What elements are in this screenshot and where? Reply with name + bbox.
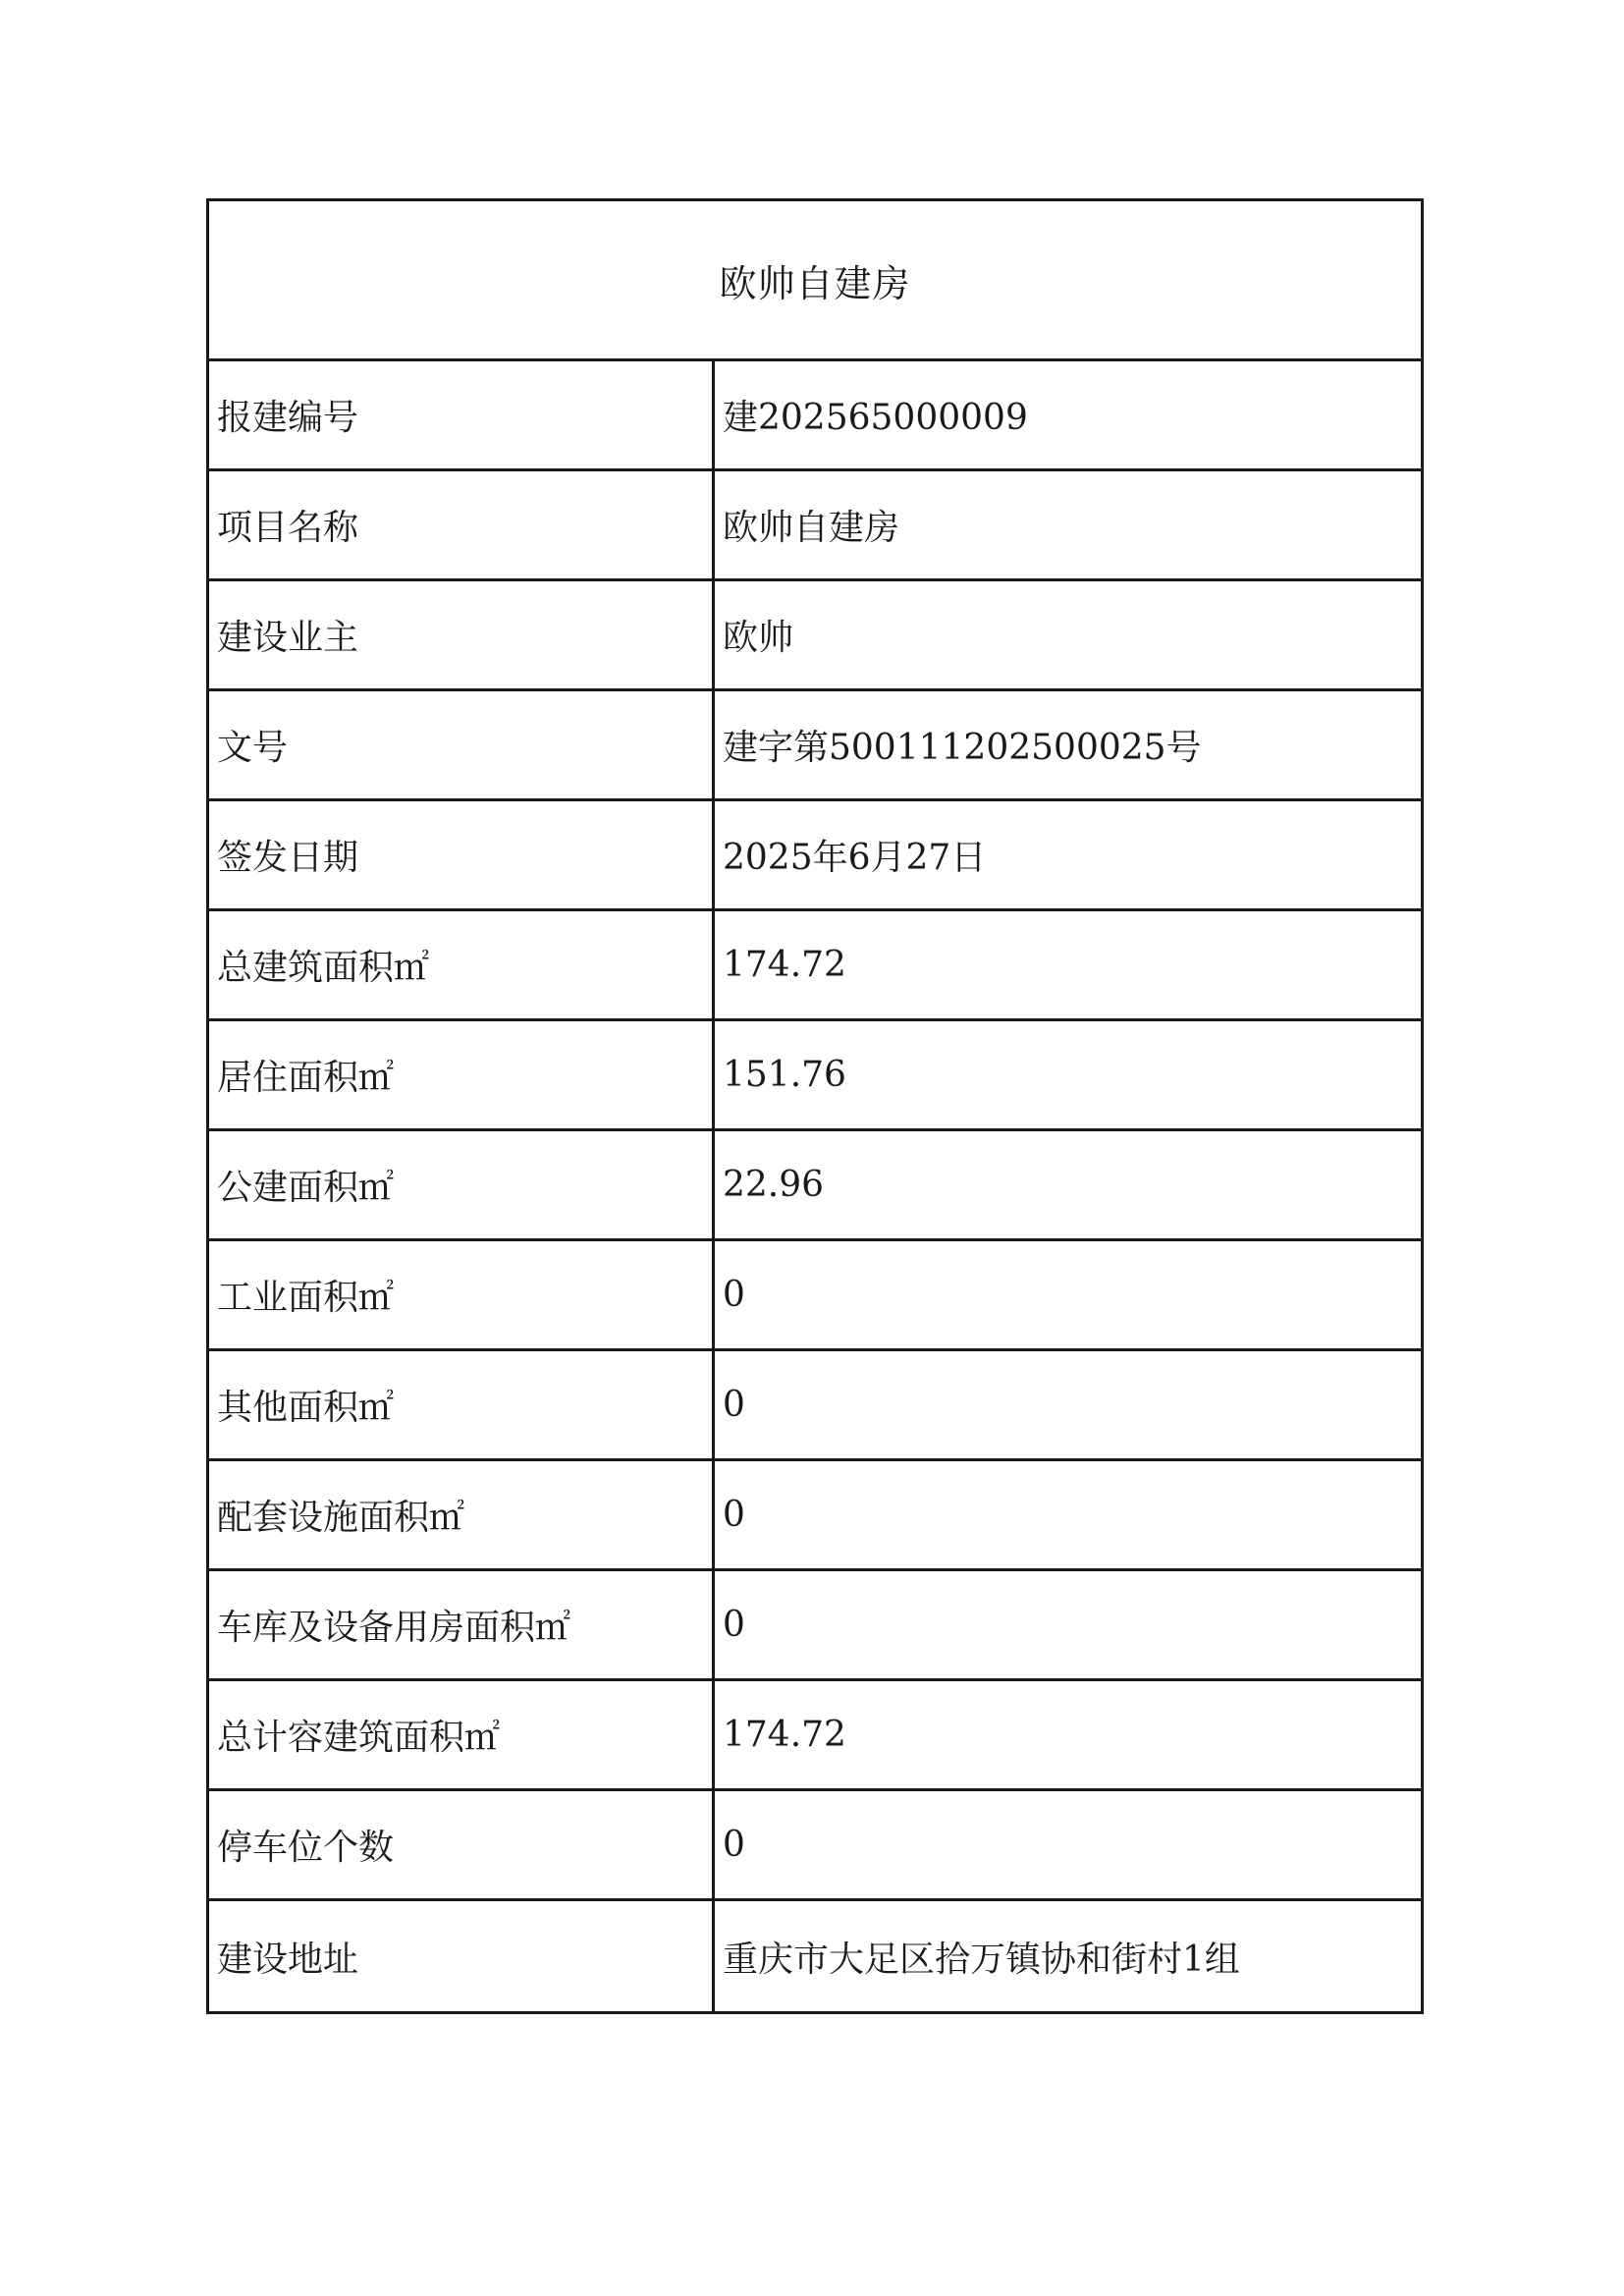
field-label: 居住面积㎡ bbox=[209, 1021, 715, 1128]
field-value: 欧帅 bbox=[723, 618, 794, 658]
table-row bbox=[209, 361, 1421, 471]
field-label: 项目名称 bbox=[209, 471, 715, 578]
field-label: 公建面积㎡ bbox=[209, 1131, 715, 1238]
table-row bbox=[209, 1571, 1421, 1681]
field-value: 0 bbox=[723, 1605, 745, 1645]
table-row bbox=[209, 1901, 1421, 2011]
field-value: 174.72 bbox=[723, 945, 846, 985]
table-row bbox=[209, 691, 1421, 801]
table-row bbox=[209, 471, 1421, 581]
field-label: 建设业主 bbox=[209, 581, 715, 688]
field-label: 停车位个数 bbox=[209, 1791, 715, 1898]
field-label: 车库及设备用房面积㎡ bbox=[209, 1571, 715, 1678]
field-value: 22.96 bbox=[723, 1165, 825, 1205]
table-row bbox=[209, 581, 1421, 691]
field-value: 重庆市大足区拾万镇协和街村1组 bbox=[723, 1939, 1240, 1980]
field-label: 签发日期 bbox=[209, 801, 715, 908]
table-row bbox=[209, 1241, 1421, 1351]
field-value: 0 bbox=[723, 1495, 745, 1535]
field-label: 建设地址 bbox=[209, 1901, 715, 2011]
table-row bbox=[209, 1461, 1421, 1571]
field-label: 总建筑面积㎡ bbox=[209, 911, 715, 1018]
field-value: 0 bbox=[723, 1385, 745, 1425]
field-label: 配套设施面积㎡ bbox=[209, 1461, 715, 1568]
field-value: 建字第500111202500025号 bbox=[723, 728, 1202, 768]
field-label: 文号 bbox=[209, 691, 715, 798]
field-label: 报建编号 bbox=[209, 361, 715, 468]
field-value: 151.76 bbox=[723, 1055, 846, 1095]
field-value: 2025年6月27日 bbox=[723, 838, 987, 878]
table-row bbox=[209, 911, 1421, 1021]
field-value: 建202565000009 bbox=[723, 398, 1028, 438]
field-label: 工业面积㎡ bbox=[209, 1241, 715, 1348]
table-row bbox=[209, 1131, 1421, 1241]
field-value: 174.72 bbox=[723, 1715, 846, 1755]
permit-table bbox=[206, 198, 1424, 2014]
document-title: 欧帅自建房 bbox=[209, 201, 1421, 361]
field-label: 总计容建筑面积㎡ bbox=[209, 1681, 715, 1788]
table-row bbox=[209, 1791, 1421, 1901]
table-row bbox=[209, 1351, 1421, 1461]
field-label: 其他面积㎡ bbox=[209, 1351, 715, 1458]
field-value: 欧帅自建房 bbox=[723, 508, 900, 548]
field-value: 0 bbox=[723, 1275, 745, 1315]
table-row bbox=[209, 1021, 1421, 1131]
table-row bbox=[209, 801, 1421, 911]
table-row bbox=[209, 1681, 1421, 1791]
field-value: 0 bbox=[723, 1825, 745, 1865]
